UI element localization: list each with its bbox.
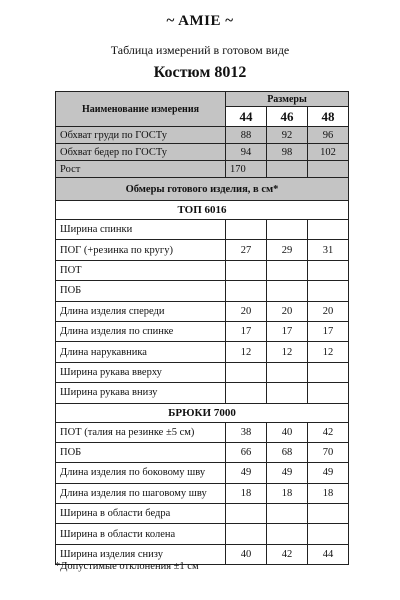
measurement-label: Длина изделия по спинке — [56, 321, 226, 341]
table-row — [56, 463, 349, 483]
measurement-value — [308, 260, 349, 280]
measurement-value: 18 — [267, 483, 308, 503]
measurement-value: 12 — [267, 342, 308, 362]
measurement-value — [267, 220, 308, 240]
size-44-header: 44 — [226, 107, 267, 127]
height-value: 170 — [226, 161, 267, 178]
measurement-value: 20 — [226, 301, 267, 321]
brand-title: ~ AMIE ~ — [166, 13, 234, 29]
measurement-value: 68 — [267, 442, 308, 462]
measurement-value: 40 — [267, 422, 308, 442]
measurement-value — [226, 504, 267, 524]
measurement-value — [267, 504, 308, 524]
header-sizes: Размеры — [226, 92, 349, 107]
measurement-value — [267, 524, 308, 544]
measurement-label: ПОБ — [56, 281, 226, 301]
table-row — [56, 301, 349, 321]
measurement-value: 98 — [267, 144, 308, 161]
trousers-section-title-row — [56, 403, 349, 422]
measurement-value: 42 — [267, 544, 308, 564]
measurement-value — [267, 383, 308, 403]
measurement-label: ПОГ (+резинка по кругу) — [56, 240, 226, 260]
table-row — [56, 504, 349, 524]
top-section-title-row — [56, 201, 349, 220]
table-row — [56, 383, 349, 403]
table-row — [56, 321, 349, 341]
measurement-value: 38 — [226, 422, 267, 442]
table-row — [56, 281, 349, 301]
measurement-value: 42 — [308, 422, 349, 442]
measurement-value: 44 — [308, 544, 349, 564]
measurement-label: Обхват бедер по ГОСТу — [56, 144, 226, 161]
measurement-value: 20 — [308, 301, 349, 321]
measurement-value: 92 — [267, 127, 308, 144]
measurement-label: ПОТ (талия на резинке ±5 см) — [56, 422, 226, 442]
measurement-value — [308, 524, 349, 544]
measurement-label: Длина нарукавника — [56, 342, 226, 362]
page-subtitle: Таблица измерений в готовом виде — [110, 43, 290, 57]
measurement-value: 102 — [308, 144, 349, 161]
measurement-value: 96 — [308, 127, 349, 144]
table-row — [56, 260, 349, 280]
measurement-value: 18 — [308, 483, 349, 503]
measurement-value: 94 — [226, 144, 267, 161]
measurement-label: Ширина рукава внизу — [56, 383, 226, 403]
measurement-value — [308, 362, 349, 382]
measurement-label: Ширина изделия снизу — [56, 544, 226, 564]
table-row — [56, 483, 349, 503]
measurement-label: Длина изделия по шаговому шву — [56, 483, 226, 503]
measurement-value: 88 — [226, 127, 267, 144]
height-empty-cell — [267, 161, 308, 178]
footnote: *Допустимые отклонения ±1 см — [55, 561, 199, 572]
table-row — [56, 362, 349, 382]
measurement-value: 17 — [308, 321, 349, 341]
measurement-value: 20 — [267, 301, 308, 321]
table-row — [56, 127, 349, 144]
measurement-value: 31 — [308, 240, 349, 260]
measurement-value — [308, 383, 349, 403]
measurement-value — [308, 281, 349, 301]
height-empty-cell — [308, 161, 349, 178]
measurement-value — [226, 281, 267, 301]
measurement-label: Ширина в области колена — [56, 524, 226, 544]
measurement-value: 40 — [226, 544, 267, 564]
measurement-label: ПОТ — [56, 260, 226, 280]
measurement-label: Длина изделия по боковому шву — [56, 463, 226, 483]
measurement-table — [55, 91, 349, 565]
measurement-value: 27 — [226, 240, 267, 260]
measurement-value — [267, 362, 308, 382]
measurement-value — [226, 260, 267, 280]
measurement-value: 70 — [308, 442, 349, 462]
measurement-value: 29 — [267, 240, 308, 260]
measurement-value — [308, 504, 349, 524]
measurement-value: 49 — [267, 463, 308, 483]
measurement-value — [308, 220, 349, 240]
measurement-label: Ширина спинки — [56, 220, 226, 240]
measurement-value — [267, 260, 308, 280]
measurement-value: 12 — [226, 342, 267, 362]
table-row — [56, 422, 349, 442]
measurement-value — [226, 220, 267, 240]
measurement-value: 49 — [226, 463, 267, 483]
measurement-value — [226, 383, 267, 403]
measurement-value — [267, 281, 308, 301]
table-row — [56, 342, 349, 362]
product-title: Костюм 8012 — [153, 64, 247, 81]
table-row — [56, 144, 349, 161]
measurement-label: ПОБ — [56, 442, 226, 462]
table-row — [56, 220, 349, 240]
measurement-value — [226, 524, 267, 544]
measurement-label: Ширина рукава вверху — [56, 362, 226, 382]
table-row — [56, 442, 349, 462]
table-row — [56, 524, 349, 544]
table-header-row — [56, 92, 349, 107]
height-label: Рост — [56, 161, 226, 178]
measurement-label: Обхват груди по ГОСТу — [56, 127, 226, 144]
finished-measurements-header: Обмеры готового изделия, в см* — [56, 178, 349, 201]
height-row — [56, 161, 349, 178]
table-row — [56, 240, 349, 260]
measurement-value: 66 — [226, 442, 267, 462]
measurement-value: 17 — [267, 321, 308, 341]
measurement-label: Ширина в области бедра — [56, 504, 226, 524]
measurement-value: 49 — [308, 463, 349, 483]
finished-header-row — [56, 178, 349, 201]
measurement-value — [226, 362, 267, 382]
measurement-value: 17 — [226, 321, 267, 341]
size-46-header: 46 — [267, 107, 308, 127]
header-measurement-name: Наименование измерения — [56, 92, 226, 127]
top-section-title: ТОП 6016 — [56, 201, 349, 220]
measurement-value: 18 — [226, 483, 267, 503]
trousers-section-title: БРЮКИ 7000 — [56, 403, 349, 422]
measurement-value: 12 — [308, 342, 349, 362]
size-48-header: 48 — [308, 107, 349, 127]
measurement-label: Длина изделия спереди — [56, 301, 226, 321]
